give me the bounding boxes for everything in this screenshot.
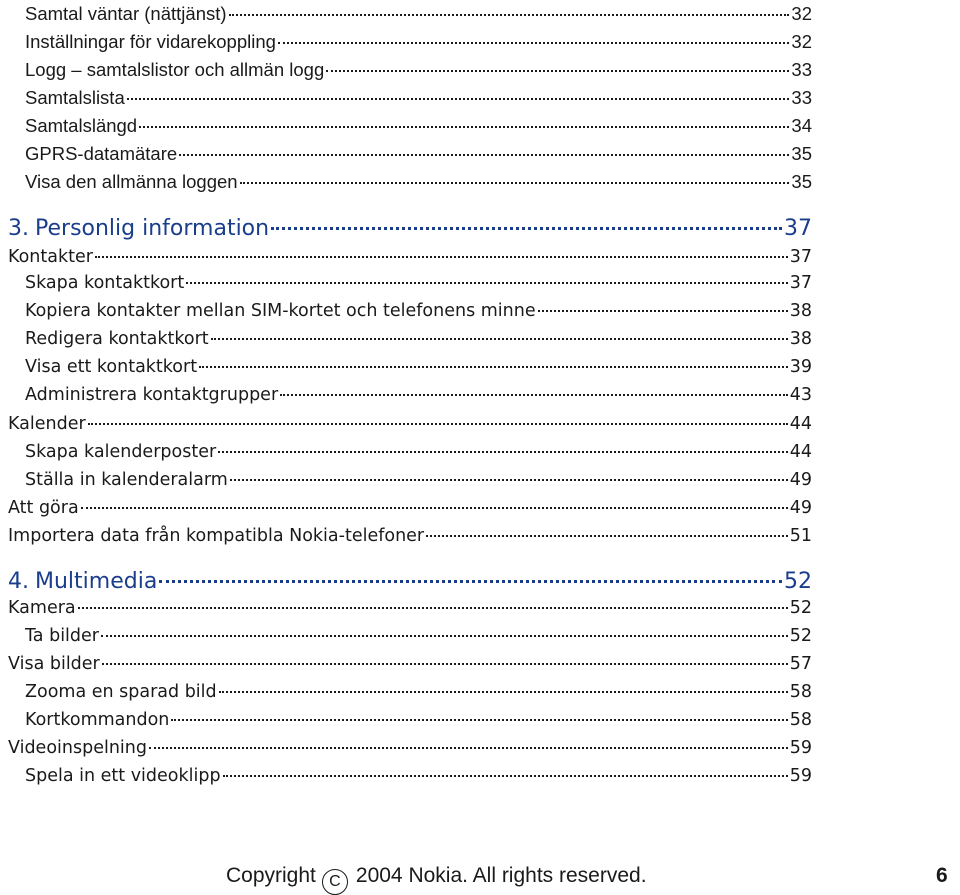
dot-leader: [149, 747, 788, 749]
toc-entry-title: Importera data från kompatibla Nokia-telefoner: [8, 526, 425, 546]
toc-entry-title: Samtal väntar (nättjänst): [25, 3, 227, 24]
toc-chapter-entry[interactable]: [8, 569, 812, 595]
toc-entry-page: 37: [784, 216, 812, 241]
toc-entry-title: GPRS-datamätare: [25, 143, 178, 164]
toc-entry-page: 32: [791, 3, 812, 24]
toc-entry-page: 38: [789, 301, 812, 321]
dot-leader: [199, 366, 788, 368]
toc-entry-page: 58: [789, 682, 812, 702]
dot-leader: [139, 126, 789, 128]
toc-entry-title: Visa den allmänna loggen: [25, 171, 238, 192]
dot-leader: [240, 182, 790, 184]
toc-entry-title: Skapa kontaktkort: [25, 273, 185, 293]
toc-entry-title: Redigera kontaktkort: [25, 329, 209, 349]
toc-entry[interactable]: [8, 525, 812, 547]
dot-leader: [229, 14, 790, 16]
toc-entry-title: Samtalslängd: [25, 115, 138, 136]
toc-entry[interactable]: [8, 328, 812, 350]
dot-leader: [88, 423, 788, 425]
toc-entry-title: Spela in ett videoklipp: [25, 766, 221, 786]
toc-entry-page: 44: [789, 414, 812, 434]
toc-entry-title: Kortkommandon: [25, 710, 170, 730]
dot-leader: [186, 282, 788, 284]
toc-entry-title: Kalender: [8, 414, 86, 434]
toc-entry-page: 58: [789, 710, 812, 730]
dot-leader: [211, 338, 788, 340]
dot-leader: [223, 775, 788, 777]
toc-entry-page: 32: [791, 31, 812, 52]
toc-entry-title: Samtalslista: [25, 87, 125, 108]
copyright-icon: C: [322, 869, 348, 895]
copyright-footer: [226, 862, 647, 895]
toc-entry[interactable]: [8, 384, 812, 406]
toc-entry-page: 33: [791, 59, 812, 80]
toc-entry-title: Videoinspelning: [8, 738, 147, 758]
toc-entry[interactable]: [8, 171, 812, 193]
toc-entry[interactable]: [8, 115, 812, 137]
toc-entry-title: Ta bilder: [25, 626, 99, 646]
toc-entry-title: Inställningar för vidarekoppling: [25, 31, 276, 52]
toc-entry-page: 57: [789, 654, 812, 674]
toc-entry[interactable]: [8, 3, 812, 25]
dot-leader: [538, 310, 788, 312]
toc-entry-page: 59: [789, 738, 812, 758]
chapter-number: 3.: [8, 216, 29, 241]
toc-entry-title: Kamera: [8, 598, 76, 618]
toc-entry[interactable]: [8, 87, 812, 109]
toc-entry-page: 37: [789, 247, 812, 267]
toc-entry-title: Zooma en sparad bild: [25, 682, 217, 702]
toc-chapter-entry[interactable]: [8, 216, 812, 242]
dot-leader: [230, 479, 788, 481]
dot-leader: [218, 451, 788, 453]
toc-entry[interactable]: [8, 469, 812, 491]
toc-entry-page: 52: [784, 569, 812, 594]
toc-entry-title: Att göra: [8, 498, 79, 518]
toc-entry-title: Administrera kontaktgrupper: [25, 385, 279, 405]
toc-entry-title: Kopiera kontakter mellan SIM-kortet och telefonens minne: [25, 301, 536, 321]
toc-entry-page: 59: [789, 766, 812, 786]
dot-leader: [159, 580, 782, 583]
dot-leader: [219, 691, 788, 693]
toc-entry-title: Visa ett kontaktkort: [25, 357, 198, 377]
toc-entry-page: 43: [789, 385, 812, 405]
toc-entry-page: 34: [791, 115, 812, 136]
toc-entry[interactable]: [8, 597, 812, 619]
toc-entry[interactable]: [8, 300, 812, 322]
dot-leader: [271, 227, 782, 230]
toc-entry[interactable]: [8, 737, 812, 759]
toc-entry[interactable]: [8, 356, 812, 378]
toc-entry-page: 35: [791, 171, 812, 192]
page-number: 6: [936, 864, 948, 887]
dot-leader: [326, 70, 789, 72]
toc-entry-title: Ställa in kalenderalarm: [25, 470, 228, 490]
toc-entry[interactable]: [8, 681, 812, 703]
toc-entry-page: 39: [789, 357, 812, 377]
toc-entry-page: 49: [789, 498, 812, 518]
dot-leader: [171, 719, 787, 721]
toc-entry[interactable]: [8, 31, 812, 53]
dot-leader: [278, 42, 789, 44]
chapter-number: 4.: [8, 569, 29, 594]
toc-entry-page: 44: [789, 442, 812, 462]
toc-entry-title: Logg – samtalslistor och allmän logg: [25, 59, 325, 80]
toc-entry-page: 35: [791, 143, 812, 164]
dot-leader: [127, 98, 790, 100]
toc-entry-title: Kontakter: [8, 247, 93, 267]
toc-entry-page: 33: [791, 87, 812, 108]
dot-leader: [102, 663, 788, 665]
dot-leader: [179, 154, 789, 156]
toc-entry-title: Skapa kalenderposter: [25, 442, 217, 462]
dot-leader: [95, 256, 788, 258]
toc-entry[interactable]: [8, 625, 812, 647]
toc-entry[interactable]: [8, 497, 812, 519]
toc-entry[interactable]: [8, 441, 812, 463]
toc-entry-title: Multimedia: [35, 569, 158, 594]
toc-entry[interactable]: [8, 246, 812, 268]
dot-leader: [426, 535, 788, 537]
dot-leader: [101, 635, 788, 637]
toc-entry-page: 52: [789, 626, 812, 646]
toc-entry[interactable]: [8, 765, 812, 787]
toc-entry[interactable]: [8, 413, 812, 435]
toc-entry-title: Visa bilder: [8, 654, 100, 674]
toc-entry-page: 52: [789, 598, 812, 618]
dot-leader: [78, 607, 788, 609]
toc-entry[interactable]: [8, 272, 812, 294]
dot-leader: [280, 394, 788, 396]
toc-entry[interactable]: [8, 59, 812, 81]
dot-leader: [81, 507, 788, 509]
toc-entry[interactable]: [8, 709, 812, 731]
toc-entry-page: 49: [789, 470, 812, 490]
toc-entry-page: 37: [789, 273, 812, 293]
toc-entry-title: Personlig information: [35, 216, 270, 241]
toc-entry-page: 38: [789, 329, 812, 349]
toc-entry-page: 51: [789, 526, 812, 546]
copyright-text: 2004 Nokia. All rights reserved.: [355, 864, 647, 887]
toc-entry[interactable]: [8, 653, 812, 675]
toc-entry[interactable]: [8, 143, 812, 165]
copyright-prefix: Copyright: [226, 864, 316, 887]
